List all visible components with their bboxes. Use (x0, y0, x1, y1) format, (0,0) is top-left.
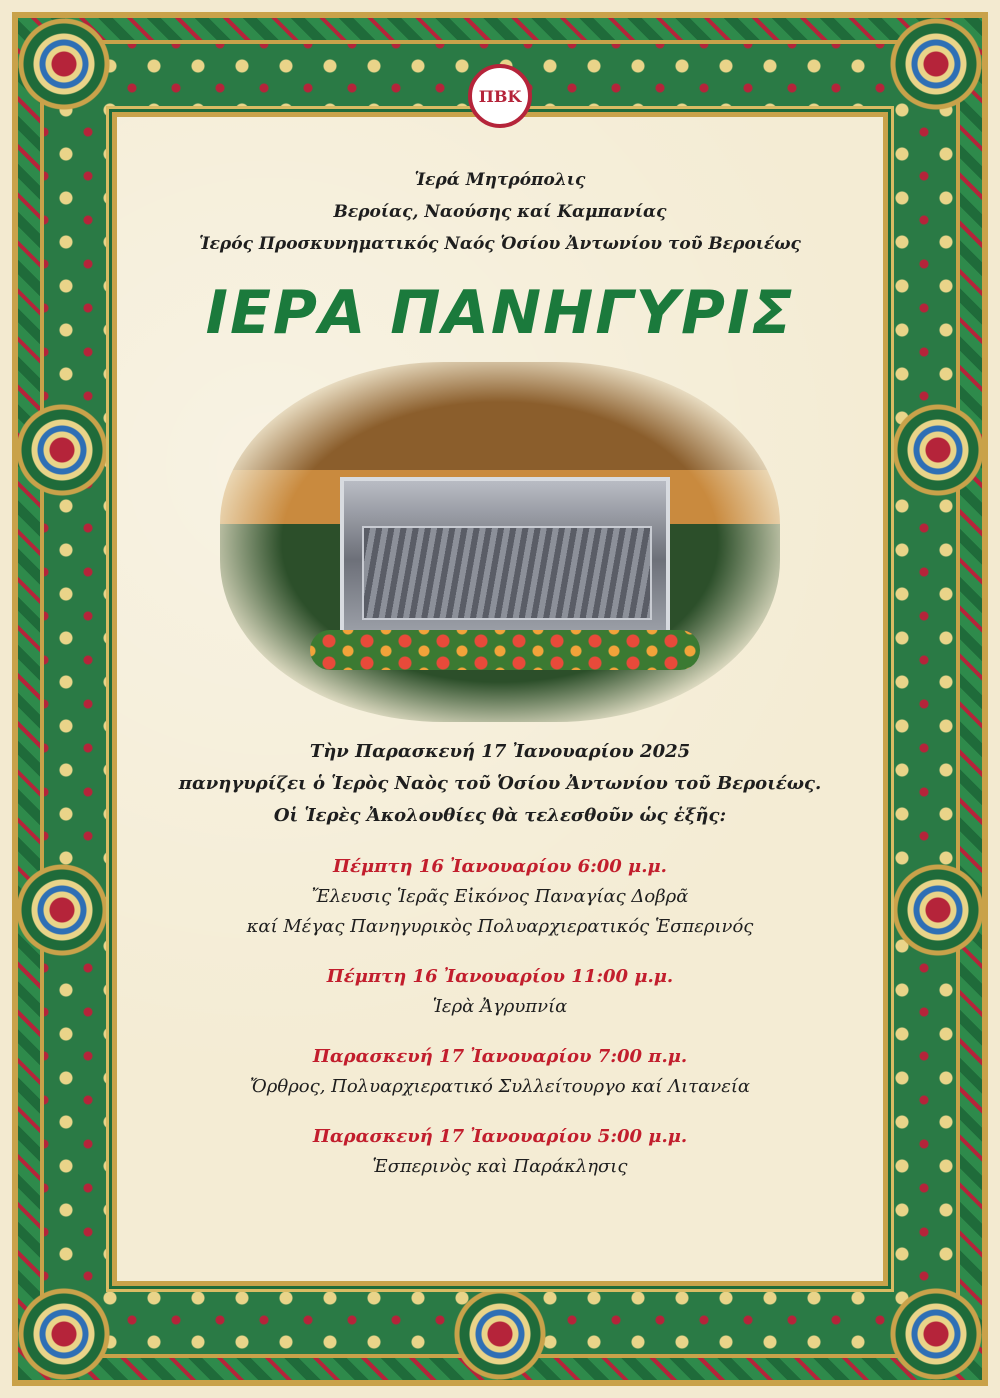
reliquary-photo (220, 362, 780, 722)
metropolis-logo-icon (468, 64, 532, 128)
reliquary-relief (362, 526, 652, 620)
rosette-ornament (888, 400, 988, 500)
rosette-ornament (888, 860, 988, 960)
service-description: Ἔλευσις Ἱερᾶς Εἰκόνος Παναγίας Δοβρᾶ (311, 886, 689, 907)
intro-date: Τὴν Παρασκευή 17 Ἰανουαρίου 2025 (309, 741, 691, 762)
service-description: Ἑσπερινὸς καὶ Παράκλησις (372, 1156, 628, 1177)
service-item (120, 852, 880, 942)
rosette-ornament (12, 860, 112, 960)
rosette-ornament (12, 400, 112, 500)
rosette-ornament (886, 1284, 986, 1384)
page-title: ΙΕΡΑ ΠΑΝΗΓΥΡΙΣ (205, 278, 795, 348)
intro-services: Οἱ Ἱερὲς Ἀκολουθίες θὰ τελεσθοῦν ὡς ἑξῆς: (273, 805, 727, 826)
intro-text (120, 736, 880, 832)
header-diocese: Βεροίας, Ναούσης καί Καμπανίας (333, 202, 667, 222)
silver-reliquary-image (340, 477, 670, 642)
rosette-ornament (14, 1284, 114, 1384)
poster-content (120, 120, 880, 1182)
service-description: Ὄρθρος, Πολυαρχιερατικό Συλλείτουργο καί Λιτανεία (249, 1076, 751, 1097)
intro-feast: πανηγυρίζει ὁ Ἱερὸς Ναὸς τοῦ Ὁσίου Ἀντωνίου τοῦ Βεροιέως. (178, 773, 822, 794)
service-time: Παρασκευή 17 Ἰανουαρίου 5:00 μ.μ. (312, 1126, 688, 1147)
rosette-ornament (450, 1284, 550, 1384)
service-time: Πέμπτη 16 Ἰανουαρίου 11:00 μ.μ. (326, 966, 674, 987)
flower-garland (310, 630, 700, 670)
service-item (120, 1122, 880, 1182)
rosette-ornament (886, 14, 986, 114)
header-metropolis: Ἱερά Μητρόπολις (414, 170, 586, 190)
service-item (120, 962, 880, 1022)
header-church: Ἱερός Προσκυνηματικός Ναός Ὁσίου Ἀντωνίου τοῦ Βεροιέως (199, 234, 801, 254)
logo-monogram: ΠΒΚ (478, 86, 522, 106)
service-description: καί Μέγας Πανηγυρικὸς Πολυαρχιερατικός Ἑσπερινός (246, 916, 754, 937)
service-item (120, 1042, 880, 1102)
service-time: Παρασκευή 17 Ἰανουαρίου 7:00 π.μ. (312, 1046, 688, 1067)
service-description: Ἱερὰ Ἀγρυπνία (432, 996, 568, 1017)
service-time: Πέμπτη 16 Ἰανουαρίου 6:00 μ.μ. (333, 856, 667, 877)
rosette-ornament (14, 14, 114, 114)
